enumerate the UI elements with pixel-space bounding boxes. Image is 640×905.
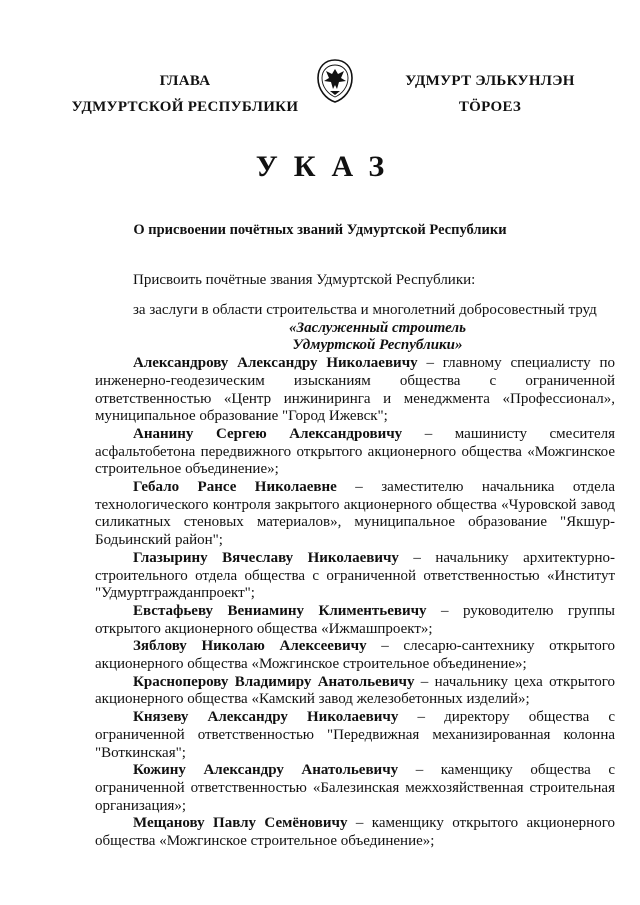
recipient-position: – каменщику общества с ограниченной ответственностью «Балезинская межхозяйственная строительная организация»; xyxy=(95,762,615,814)
recipient-position: – машинисту смесителя асфальтобетона передвижного открытого акционерного общества «Можгинское строительное объединение»; xyxy=(95,425,615,478)
recipient-name: Князеву Александру Николаевичу xyxy=(133,709,399,726)
recipient-entry xyxy=(95,426,615,479)
recipient-name: Глазырину Вячеславу Николаевичу xyxy=(133,549,399,566)
issuer-udmurt-line-1: УДМУРТ ЭЛЬКУНЛЭН xyxy=(405,73,575,89)
issuer-header-russian xyxy=(70,68,300,120)
award-title-line-2: Удмуртской Республики» xyxy=(292,337,463,354)
award-title-line-1: «Заслуженный строитель xyxy=(289,319,466,336)
issuer-line-2: УДМУРТСКОЙ РЕСПУБЛИКИ xyxy=(71,99,299,115)
recipient-name: Кожину Александру Анатольевичу xyxy=(133,762,399,779)
issuer-line-1: ГЛАВА xyxy=(159,73,211,89)
recipient-name: Евстафьеву Вениамину Климентьевичу xyxy=(133,602,427,619)
recipient-name: Гебало Рансе Николаевне xyxy=(133,479,337,496)
recipient-position: – начальнику цеха открытого акционерного общества «Камский завод железобетонных изделий»; xyxy=(95,673,615,708)
recipient-entry xyxy=(95,479,615,550)
document-subject: О присвоении почётных званий Удмуртской Республики xyxy=(133,222,507,238)
issuer-udmurt-line-2: ТӦРОЕЗ xyxy=(458,99,522,115)
recipient-position: – руководителю группы открытого акционерного общества «Ижмашпроект»; xyxy=(95,602,615,637)
recipient-entry xyxy=(95,603,615,638)
recipient-name: Красноперову Владимиру Анатольевичу xyxy=(133,673,415,690)
recipient-position: – каменщику открытого акционерного общества «Можгинское строительное объединение»; xyxy=(95,815,615,850)
recipient-name: Зяблову Николаю Алексеевичу xyxy=(133,638,367,655)
recipient-name: Мещанову Павлу Семёновичу xyxy=(133,815,348,832)
merit-text: за заслуги в области строительства и многолетний добросовестный труд xyxy=(133,302,597,318)
recipient-entry xyxy=(95,815,615,850)
document-title: УКАЗ xyxy=(255,150,401,183)
recipient-entry xyxy=(95,550,615,603)
recipient-entry xyxy=(95,709,615,762)
recipient-position: – главному специалисту по инженерно-геодезическим изысканиям общества с ограниченной ответственностью «Центр инжиниринга и менеджмента «Профессионал», муниципальное образование "Город Ижевск"; xyxy=(95,355,615,425)
intro-text: Присвоить почётные звания Удмуртской Республики: xyxy=(133,272,476,288)
document-body xyxy=(95,302,615,851)
recipient-entry xyxy=(95,355,615,426)
issuer-header-udmurt xyxy=(390,68,590,120)
recipient-position: – слесарю-сантехнику открытого акционерного общества «Можгинское строительное объединение»; xyxy=(95,638,615,673)
recipient-entry xyxy=(95,638,615,673)
recipient-name: Александрову Александру Николаевичу xyxy=(133,355,418,372)
recipient-entry xyxy=(95,674,615,709)
recipient-position: – начальнику архитектурно-строительного отдела общества с ограниченной ответственностью «Институт "Удмуртгражданпроект"; xyxy=(95,549,615,602)
recipient-position: – заместителю начальника отдела технологического контроля закрытого акционерного общества «Чуровской завод силикатных стеновых материалов», муниципальное образование "Якшур-Бодьинский район"; xyxy=(95,479,615,549)
recipient-position: – директору общества с ограниченной ответственностью "Передвижная механизированная колонна "Воткинская"; xyxy=(95,709,615,761)
coat-of-arms-icon xyxy=(316,58,354,104)
recipient-name: Ананину Сергею Александровичу xyxy=(133,425,403,442)
recipient-entry xyxy=(95,762,615,815)
